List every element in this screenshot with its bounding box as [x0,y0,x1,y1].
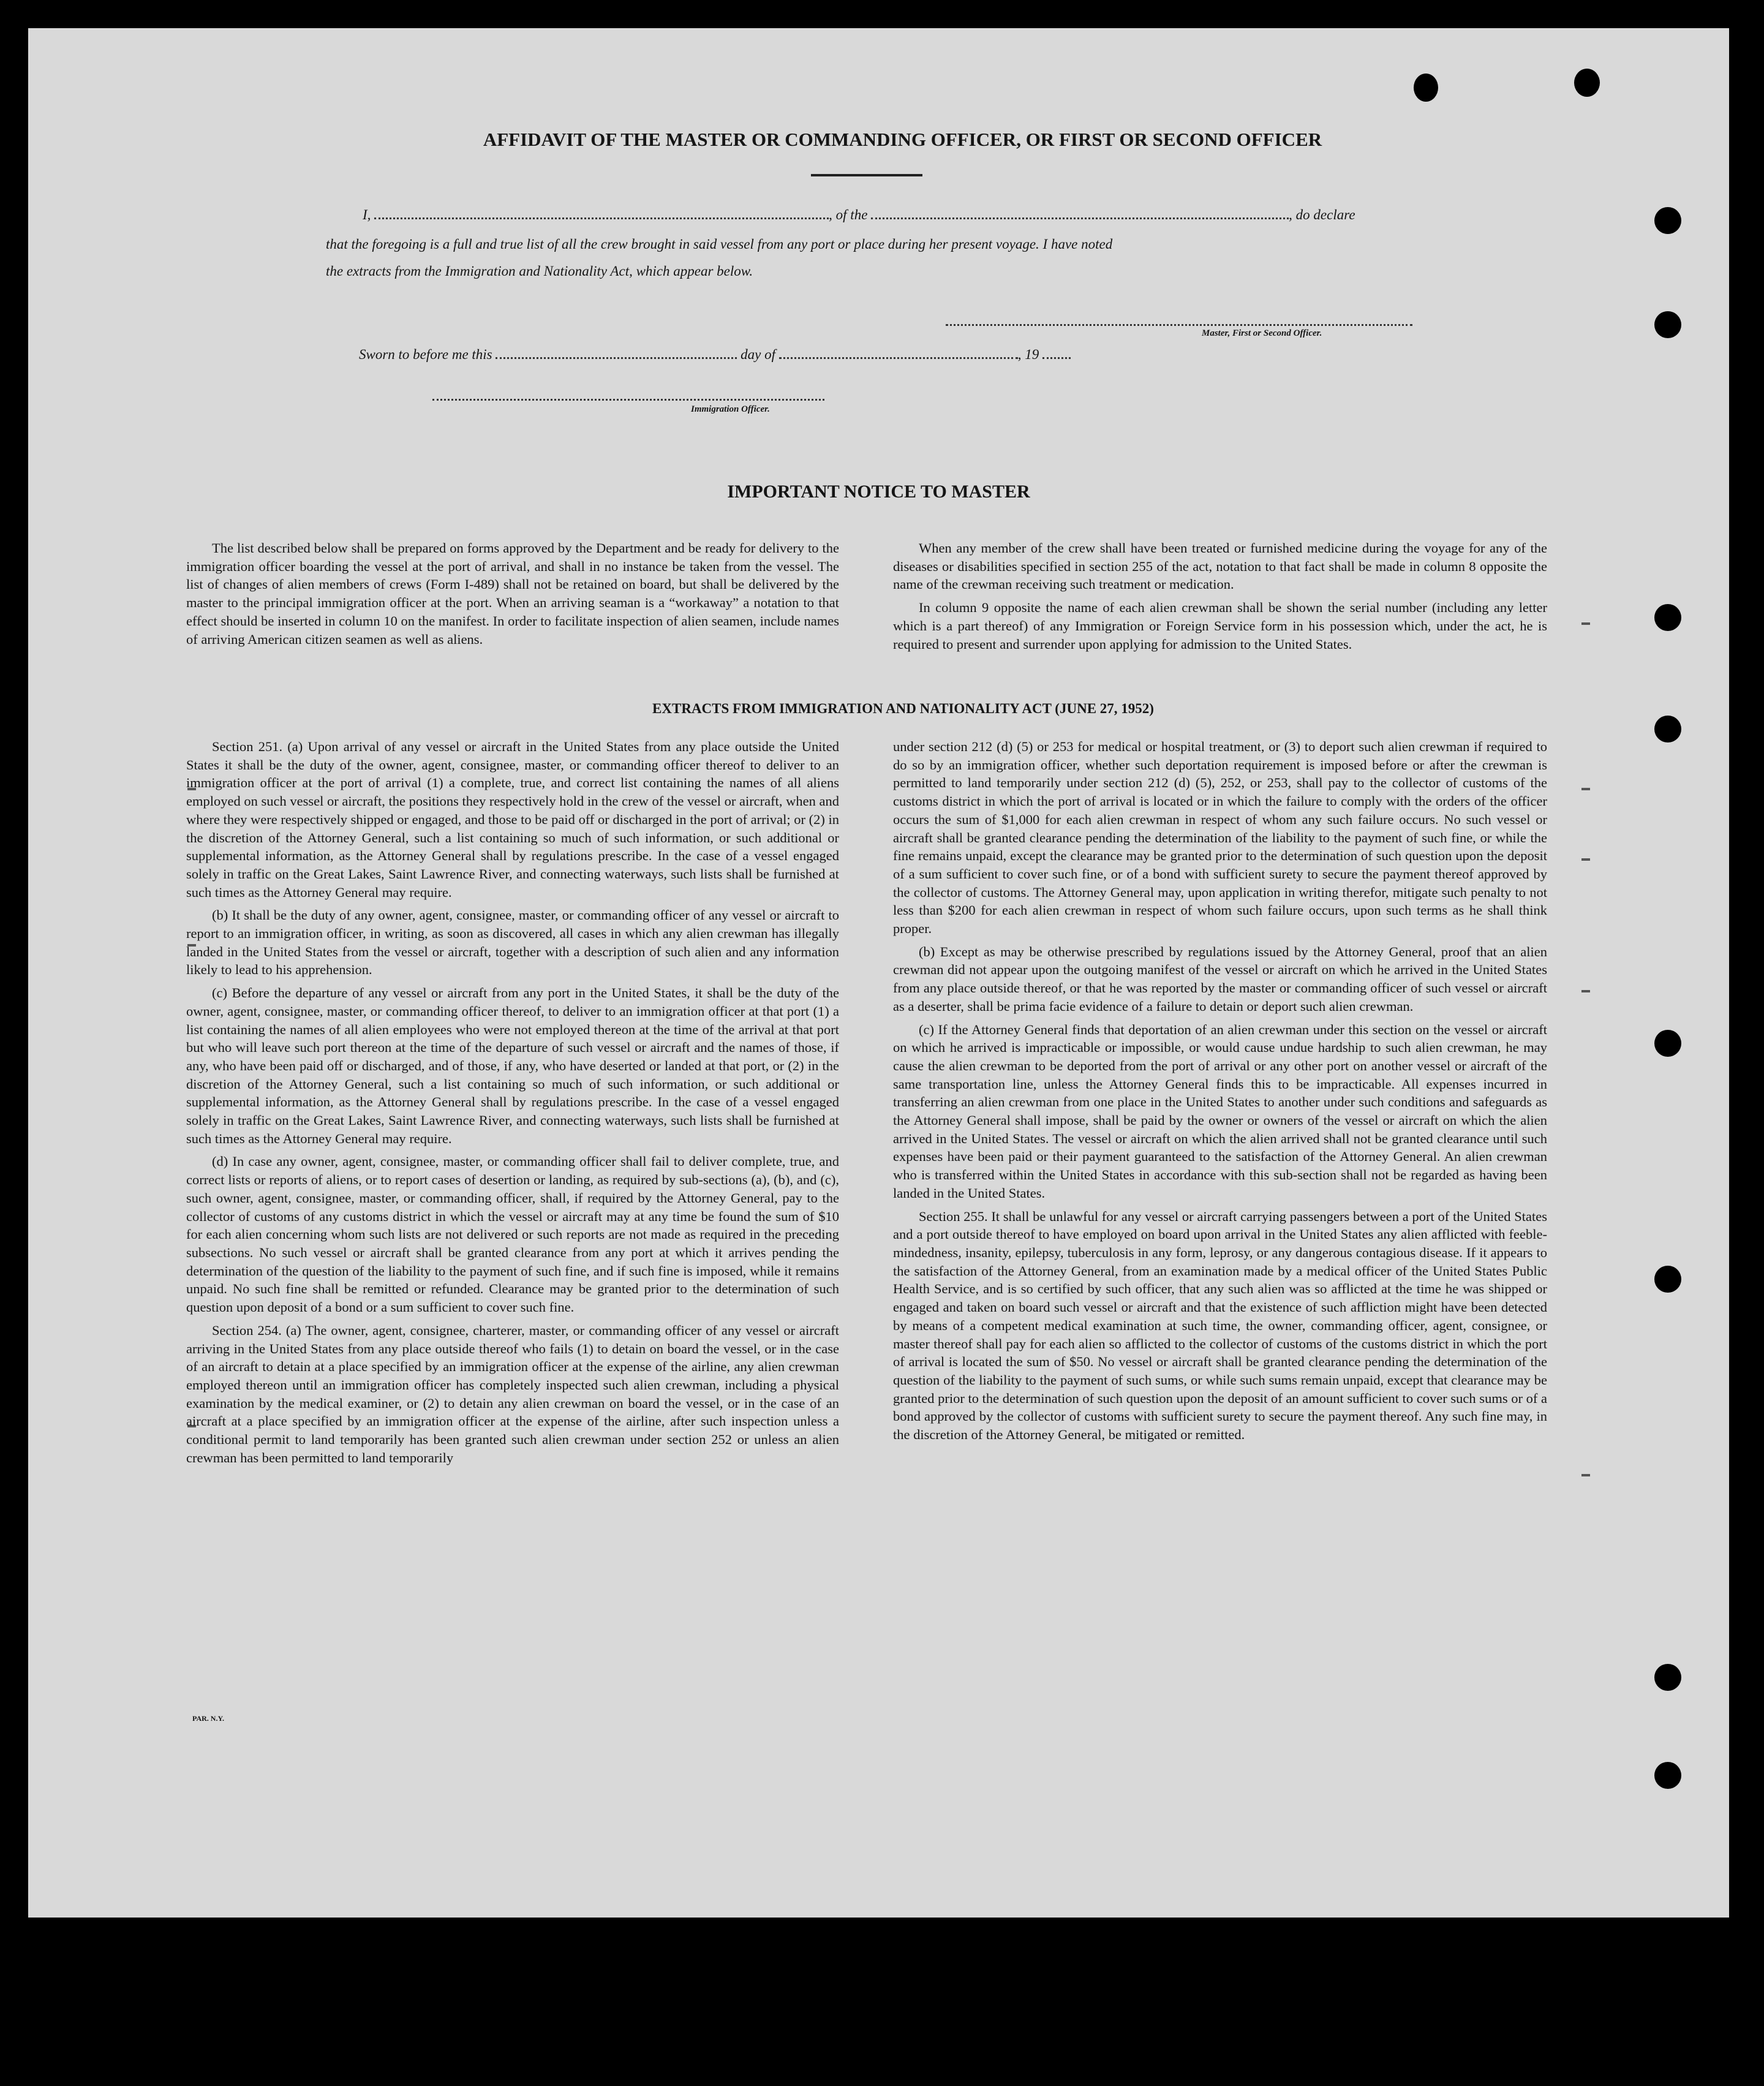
sworn-line [359,347,1071,363]
punch-hole [1654,604,1681,631]
punch-hole [1654,716,1681,743]
sworn-month-field[interactable] [779,357,1018,359]
margin-mark [1581,990,1590,992]
notice-paragraph: The list described below shall be prepared on forms approved by the Department and be ready for delivery to the immigration officer boarding the vessel at the port of arrival, and shall in no instance be taken from the vessel. The list of changes of alien members of crews (Form I-489) shall not be retained on board, but shall be delivered by the master to the principal immigration officer at the port. When an arriving seaman is a “workaway” a notation to that effect should be inserted in column 10 on the manifest. In order to facilitate inspection of alien seamen, include names of arriving American citizen seamen as well as aliens. [186,540,839,647]
punch-hole [1654,1762,1681,1789]
declarant-prefix: I, [363,207,371,222]
form-sheet [28,28,1729,1918]
notice-title: IMPORTANT NOTICE TO MASTER [727,482,1030,502]
vessel-prefix: , of the [829,207,868,222]
officer-signature-field[interactable] [432,398,824,401]
affidavit-title: AFFIDAVIT OF THE MASTER OR COMMANDING OFFICER, OR FIRST OR SECOND OFFICER [483,129,1322,150]
notice-paragraph: When any member of the crew shall have been treated or furnished medicine during the voyage for any of the diseases or disabilities specified in section 255 of the act, notation to that fact shall be made in column 8 opposite the name of the crewman receiving such treatment or medication. [893,540,1547,592]
punch-hole [1654,1266,1681,1293]
act-paragraph: Section 255. It shall be unlawful for any vessel or aircraft carrying passengers between a port of the United States and a port outside thereof to have employed on board upon arrival in the United States any alien afflicted with feeble-mindedness, insanity, epilepsy, tuberculosis in any form, leprosy, or any dangerous contagious disease. If it appears to the satisfaction of the Attorney General, from an examination made by a medical officer of the United States Public Health Service, and is so certified by such officer, that any such alien was so afflicted at the time he was shipped or engaged and taken on board such vessel or aircraft and that the existence of such affliction might have been detected by means of a competent medical examination at such time, the owner, commanding officer, agent, consignee, or master thereof shall pay for each alien so afflicted to the collector of customs of the customs district in which the port of arrival is located the sum of $50. No vessel or aircraft shall be granted clearance pending the determination of the question of the liability to the payment of such sums, or while such sums remain unpaid, except that clearance may be granted prior to the determination of such question upon the deposit of an amount sufficient to cover such sums or of a bond approved by the collector of customs with sufficient surety to secure the payment thereof. Any such fine may, in the discretion of the Attorney General, be mitigated or remitted. [893,1208,1547,1443]
punch-hole [1654,1030,1681,1057]
notice-right-column [893,539,1547,653]
punch-hole [1654,311,1681,338]
declarant-name-field[interactable] [374,217,829,219]
act-paragraph: (c) If the Attorney General finds that deportation of an alien crewman under this section on the vessel or aircraft on which he arrived is impracticable or impossible, or would cause undue hardship to such alien crewman, he may cause the alien crewman to be deported from the port of arrival or any other port on another vessel or aircraft of the same transportation line, unless the Attorney General finds this to be impracticable. All expenses incurred in transferring an alien crewman from one place in the United States to another under such conditions and safeguards as the Attorney General shall impose, shall be paid by the owner or owners of the vessel or aircraft on which the alien arrived in the United States. The vessel or aircraft on which the alien arrived shall not be granted clearance until such expenses have been paid or their payment guaranteed to the satisfaction of the Attorney General. An alien crewman who is transferred within the United States in accordance with this sub-section shall not be regarded as having been landed in the United States. [893,1021,1547,1201]
punch-hole [1654,207,1681,234]
margin-mark [1581,622,1590,625]
act-paragraph: (b) It shall be the duty of any owner, agent, consignee, master, or commanding officer of any vessel or aircraft to report to an immigration officer, in writing, as soon as discovered, all cases in which any alien crewman has illegally landed in the United States from the vessel or aircraft, together with a description of such alien and any information likely to lead to his apprehension. [186,907,839,978]
printer-mark: PAR. N.Y. [192,1714,225,1723]
officer-signature-label: Immigration Officer. [691,404,770,414]
declaration-line-2: that the foregoing is a full and true list of all the crew brought in said vessel from any port or place during her present voyage. I have noted [326,236,1113,252]
extracts-left-column [186,738,839,1467]
declare-suffix: , do declare [1289,207,1355,222]
year-label: , 19 [1017,347,1039,362]
day-of-label: day of [741,347,775,362]
sworn-label: Sworn to before me this [359,347,492,362]
punch-hole [1574,69,1600,97]
notice-left-column [186,539,839,648]
vessel-name-field[interactable] [871,217,1289,219]
act-paragraph: (b) Except as may be otherwise prescribed by regulations issued by the Attorney General, proof that an alien crewman did not appear upon the outgoing manifest of the vessel or aircraft on which he arrived in the United States from any place outside thereof, or that he was reported by the master or commanding officer of such vessel or aircraft as a deserter, shall be prima facie evidence of a failure to detain or deport such alien crewman. [893,943,1547,1014]
margin-mark [1581,1474,1590,1476]
extracts-right-column [893,738,1547,1444]
declaration-line-3: the extracts from the Immigration and Nationality Act, which appear below. [326,263,753,279]
punch-hole [1414,74,1438,102]
title-rule [811,174,922,176]
sworn-day-field[interactable] [496,357,737,359]
declarant-line [363,207,1355,223]
master-signature-field[interactable] [946,323,1412,326]
margin-mark [1581,858,1590,861]
act-paragraph: Section 251. (a) Upon arrival of any vessel or aircraft in the United States from any place outside the United States it shall be the duty of the owner, agent, consignee, master, or commanding officer thereof to deliver to an immigration officer at the port of arrival (1) a complete, true, and correct list containing the names of all aliens employed on such vessel or aircraft, the positions they respectively hold in the crew of the vessel or aircraft, when and where they were respectively shipped or engaged, and those to be paid off or discharged in the port of arrival; or (2) in the discretion of the Attorney General, such a list containing so much of such information, or such additional or supplemental information, as the Attorney General shall by regulations prescribe. In the case of a vessel engaged solely in traffic on the Great Lakes, Saint Lawrence River, and connecting waterways, such lists shall be furnished at such times as the Attorney General may require. [186,739,839,900]
margin-mark [1581,788,1590,790]
extracts-title: EXTRACTS FROM IMMIGRATION AND NATIONALITY ACT (JUNE 27, 1952) [652,701,1154,716]
master-signature-label: Master, First or Second Officer. [1202,328,1322,338]
act-paragraph: Section 254. (a) The owner, agent, consignee, charterer, master, or commanding officer of any vessel or aircraft arriving in the United States from any place outside thereof who fails (1) to detain on board the vessel, or in the case of an aircraft to detain at a place specified by an immigration officer at the expense of the airline, any alien crewman employed thereon until an immigration officer has completely inspected such alien crewman, including a physical examination by the medical examiner, or (2) to detain any alien crewman on board the vessel, or in the case of an aircraft at a place specified by an immigration officer at the expense of the airline, after such inspection unless a conditional permit to land temporarily has been granted such alien crewman under section 252 or unless an alien crewman has been permitted to land temporarily [186,1322,839,1465]
act-paragraph: (d) In case any owner, agent, consignee, master, or commanding officer shall fail to deliver complete, true, and correct lists or reports of aliens, or to report cases of desertion or landing, as required by sub-sections (a), (b), and (c), such owner, agent, consignee, master, or commanding officer, shall, if required by the Attorney General, pay to the collector of customs of any customs district in which the vessel or aircraft may at any time be found the sum of $10 for each alien concerning whom such lists are not delivered or such reports are not made as required in the preceding subsections. No such vessel or aircraft shall be granted clearance from any port at which it arrives pending the determination of the question of the liability to the payment of such fine, and if such fine is imposed, while it remains unpaid. No such fine shall be remitted or refunded. Clearance may be granted prior to the determination of such question upon deposit of a bond or a sum sufficient to cover such fine. [186,1154,839,1315]
notice-paragraph: In column 9 opposite the name of each alien crewman shall be shown the serial number (including any letter which is a part thereof) of any Immigration or Foreign Service form in his possession which, under the act, he is required to present and surrender upon applying for admission to the United States. [893,600,1547,652]
act-paragraph: under section 212 (d) (5) or 253 for medical or hospital treatment, or (3) to deport such alien crewman if required to do so by an immigration officer, whether such deportation requirement is imposed before or after the crewman is permitted to land temporarily under section 212 (d) (5), 252, or 253, shall pay to the collector of customs of the customs district in which the port of arrival is located or in which the failure to comply with the orders of the officer occurs the sum of $1,000 for each alien crewman in respect of whom any such failure occurs. No such vessel or aircraft shall be granted clearance pending the determination of the liability to the payment of such fine, or while the fine remains unpaid, except the clearance may be granted prior to the determination of such question upon the deposit of a sum sufficient to cover such fine, or of a bond with sufficient surety to secure the payment thereof approved by the collector of customs. The Attorney General may, upon application in writing therefor, mitigate such penalty to not less than $200 for each alien crewman in respect of whom such failure occurs, upon such terms as he shall think proper. [893,739,1547,937]
act-paragraph: (c) Before the departure of any vessel or aircraft from any port in the United States, it shall be the duty of the owner, agent, consignee, master, or commanding officer thereof, to deliver to an immigration officer at that port (1) a list containing the names of all alien employees who were not employed thereon at the time of the arrival at that port but who will leave such port thereon at the time of the departure of such vessel or aircraft and the names of those, if any, who have been paid off or discharged, and of those, if any, who have deserted or landed at that port, or (2) in the discretion of the Attorney General, such a list containing so much of such information, or such additional or supplemental information, as the Attorney General shall by regulations prescribe. In the case of a vessel engaged solely in traffic on the Great Lakes, Saint Lawrence River, and connecting waterways, such lists shall be furnished at such times as the Attorney General may require. [186,985,839,1146]
sworn-year-field[interactable] [1042,357,1071,359]
punch-hole [1654,1664,1681,1691]
